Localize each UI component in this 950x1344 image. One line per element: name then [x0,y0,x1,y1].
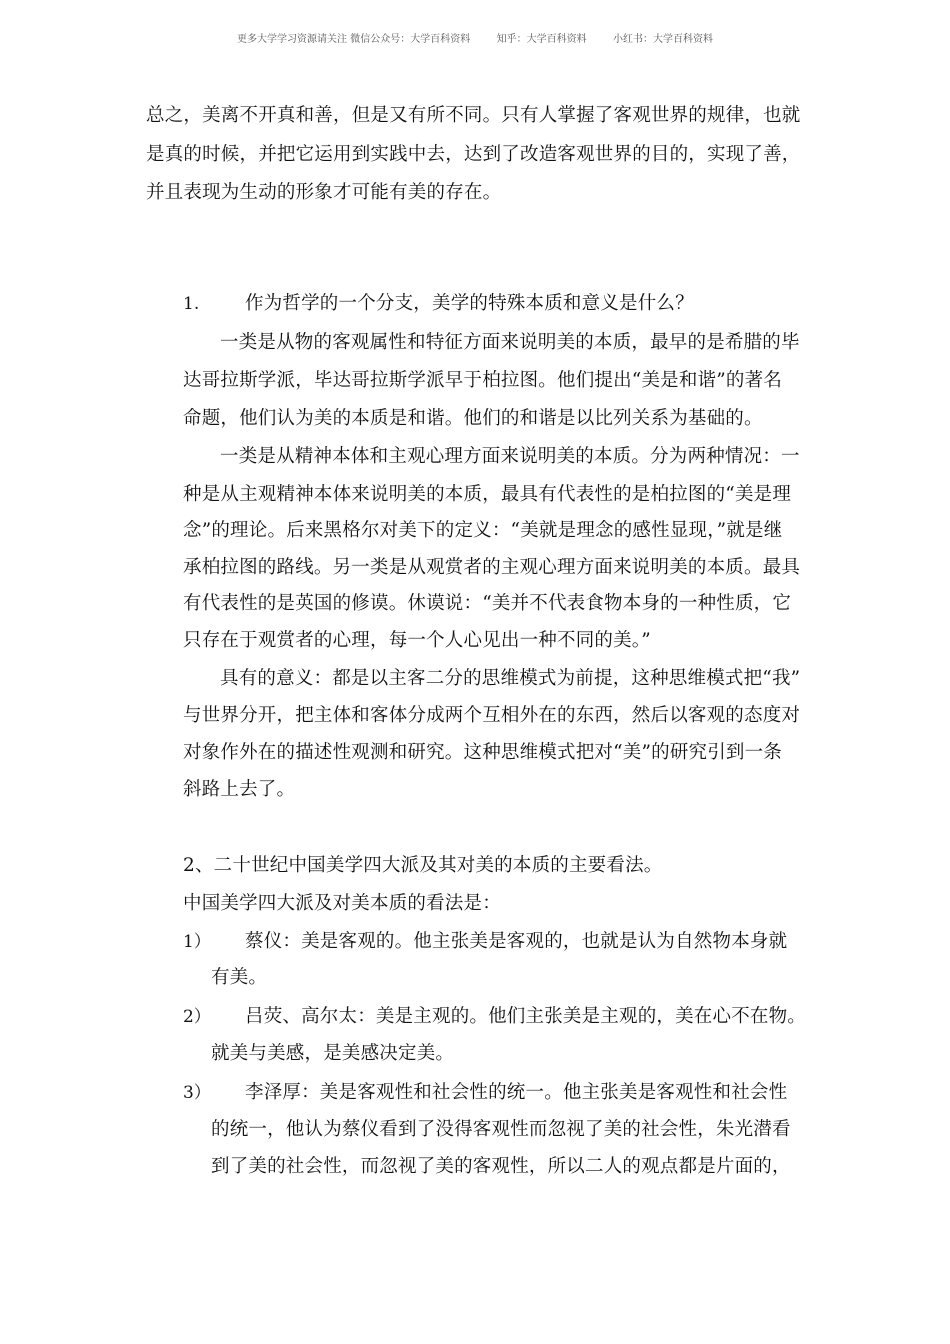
list-number: 1） [183,932,211,952]
paragraph-line: 中国美学四大派及对美本质的看法是： [183,893,501,914]
list-item-line: 就美与美感，是美感决定美。 [211,1043,455,1064]
paragraph-line: 斜路上去了。 [183,779,296,800]
list-item-line: 吕荧、高尔太：美是主观的。他们主张美是主观的，美在心不在物。 [245,1006,807,1027]
paragraph-line: 有代表性的是英国的修谟。休谟说：“美并不代表食物本身的一种性质，它 [183,593,792,614]
list-item-line: 有美。 [211,967,268,988]
paragraph-line: 一类是从精神本体和主观心理方面来说明美的本质。分为两种情况：一 [220,446,800,467]
list-item-line: 的统一，他认为蔡仪看到了没得客观性而忽视了美的社会性，朱光潜看 [211,1119,791,1140]
paragraph-line: 承柏拉图的路线。另一类是从观赏者的主观心理方面来说明美的本质。最具 [183,557,801,578]
question-number: 1. [183,294,200,314]
paragraph-line: 念”的理论。后来黑格尔对美下的定义：“美就是理念的感性显现，”就是继 [183,520,783,541]
paragraph-line: 对象作外在的描述性观测和研究。这种思维模式把对“美”的研究引到一条 [183,742,783,763]
question-title: 作为哲学的一个分支，美学的特殊本质和意义是什么？ [245,293,694,314]
paragraph-line: 达哥拉斯学派，毕达哥拉斯学派早于柏拉图。他们提出“美是和谐”的著名 [183,370,783,391]
list-number: 2） [183,1007,211,1027]
list-item-line: 蔡仪：美是客观的。他主张美是客观的，也就是认为自然物本身就 [245,931,788,952]
list-item-line: 李泽厚：美是客观性和社会性的统一。他主张美是客观性和社会性 [245,1082,788,1103]
question-title: 2、二十世纪中国美学四大派及其对美的本质的主要看法。 [183,855,663,876]
paragraph-line: 与世界分开，把主体和客体分成两个互相外在的东西，然后以客观的态度对 [183,705,801,726]
paragraph-line: 命题，他们认为美的本质是和谐。他们的和谐是以比列关系为基础的。 [183,408,763,429]
intro-line: 并且表现为生动的形象才可能有美的存在。 [146,182,502,203]
paragraph-line: 一类是从物的客观属性和特征方面来说明美的本质，最早的是希腊的毕 [220,332,800,353]
paragraph-line: 种是从主观精神本体来说明美的本质，最具有代表性的是柏拉图的“美是理 [183,484,792,505]
list-number: 3） [183,1083,211,1103]
list-item-line: 到了美的社会性，而忽视了美的客观性，所以二人的观点都是片面的， [211,1156,791,1177]
paragraph-line: 具有的意义：都是以主客二分的思维模式为前提，这种思维模式把“我” [220,668,801,689]
paragraph-line: 只存在于观赏者的心理，每一个人心见出一种不同的美。” [183,630,651,651]
page-header: 更多大学学习资源请关注 微信公众号：大学百科资料 知乎：大学百科资料 小红书：大学百科资料 [237,34,713,45]
intro-line: 总之，美离不开真和善，但是又有所不同。只有人掌握了客观世界的规律，也就 [146,105,801,126]
intro-line: 是真的时候，并把它运用到实践中去，达到了改造客观世界的目的，实现了善， [146,144,801,165]
